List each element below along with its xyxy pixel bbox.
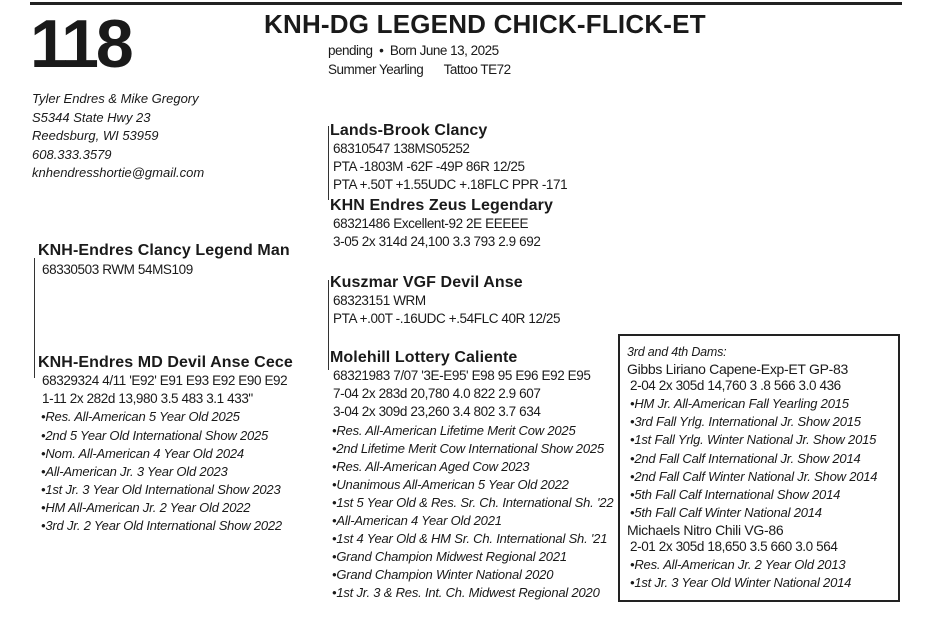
sire-sire-line: 68310547 138MS05252 [333,141,470,156]
sire-dam-line: 68321486 Excellent-92 2E EEEEE [333,216,529,231]
box-heading: 3rd and 4th Dams: [627,345,727,359]
third-dam-achievement: •2nd Fall Calf Winter National Jr. Show 2014 [630,468,878,484]
dam-dam-achievement: •Unanimous All-American 5 Year Old 2022 [332,476,569,492]
dam-achievement: •1st Jr. 3 Year Old International Show 2023 [41,481,281,497]
dam-dam-block [330,349,613,603]
fourth-dam-achievement: •1st Jr. 3 Year Old Winter National 2014 [630,575,852,591]
owner-email: knhendresshortie@gmail.com [32,165,205,180]
sire-block [38,242,290,279]
lot-number: 118 [30,6,131,82]
dam-sire-name: Kuszmar VGF Devil Anse [330,274,523,291]
dam-sire-line: PTA +.00T -.16UDC +.54FLC 40R 12/25 [333,311,561,327]
dam-block [38,354,293,535]
registration-line [328,43,499,58]
third-dam-achievement: •5th Fall Calf Winter National 2014 [630,504,822,520]
sire-line: 68330503 RWM 54MS109 [42,262,193,277]
dam-dam-achievement: •2nd Lifetime Merit Cow International Show 2025 [332,440,604,456]
sire-sire-name: Lands-Brook Clancy [330,122,488,139]
third-dam-achievement: •3rd Fall Yrlg. International Jr. Show 2015 [630,414,861,430]
fourth-dam-achievement: •Res. All-American Jr. 2 Year Old 2013 [630,557,846,573]
owner-names: Tyler Endres & Mike Gregory [32,91,199,106]
dam-dam-achievement: •1st 4 Year Old & HM Sr. Ch. International Sh. '21 [332,531,608,547]
dam-dam-achievement: •All-American 4 Year Old 2021 [332,513,502,529]
dam-name: KNH-Endres MD Devil Anse Cece [38,354,293,371]
third-dam-name: Gibbs Liriano Capene-Exp-ET GP-83 [627,361,848,378]
fourth-dam-name: Michaels Nitro Chili VG-86 [627,521,784,538]
owner-phone: 608.333.3579 [32,146,112,162]
sire-sire-block [330,122,567,195]
dam-line: 68329324 4/11 'E92' E91 E93 E92 E90 E92 [42,373,288,388]
dam-dam-achievement: •1st 5 Year Old & Res. Sr. Ch. International Sh. '22 [332,494,614,510]
tattoo: Tattoo TE72 [443,62,511,77]
sire-dam-block [330,197,553,251]
top-rule [30,2,902,5]
third-dam-achievement: •1st Fall Yrlg. Winter National Jr. Show 2015 [630,432,877,448]
animal-name: KNH-DG LEGEND CHICK-FLICK-ET [264,9,706,39]
pedigree-bracket-dam [328,280,329,370]
pedigree-bracket-left [34,258,35,378]
third-dam-achievement: •5th Fall Calf International Show 2014 [630,486,841,502]
owner-city: Reedsburg, WI 53959 [32,128,159,143]
dam-achievement: •Res. All-American 5 Year Old 2025 [41,409,240,425]
class-line [328,62,511,77]
dam-dam-name: Molehill Lottery Caliente [330,349,518,366]
dam-achievement: •All-American Jr. 3 Year Old 2023 [41,463,228,479]
dam-line: 1-11 2x 282d 13,980 3.5 483 3.1 433" [42,391,253,407]
dam-sire-line: 68323151 WRM [333,293,426,308]
fourth-dam-line: 2-01 2x 305d 18,650 3.5 660 3.0 564 [630,538,838,554]
registration-status: pending [328,43,373,58]
third-dam-achievement: •2nd Fall Calf International Jr. Show 2014 [630,450,861,466]
third-fourth-dams-box [618,334,900,602]
dam-dam-achievement: •Grand Champion Midwest Regional 2021 [332,549,567,565]
owner-info [32,90,204,183]
sire-sire-line: PTA -1803M -62F -49P 86R 12/25 [333,159,525,175]
class-label: Summer Yearling [328,62,424,77]
dam-dam-line: 7-04 2x 283d 20,780 4.0 822 2.9 607 [333,386,541,402]
dam-sire-block [330,274,560,328]
dam-dam-achievement: •Res. All-American Lifetime Merit Cow 2025 [332,422,576,438]
sire-dam-name: KHN Endres Zeus Legendary [330,197,553,214]
sire-name: KNH-Endres Clancy Legend Man [38,242,290,259]
third-dam-achievement: •HM Jr. All-American Fall Yearling 2015 [630,396,849,412]
dam-achievement: •Nom. All-American 4 Year Old 2024 [41,445,244,461]
dam-dam-achievement: •1st Jr. 3 & Res. Int. Ch. Midwest Regional 2020 [332,585,600,601]
pedigree-bracket-sire [328,126,329,200]
sire-dam-line: 3-05 2x 314d 24,100 3.3 793 2.9 692 [333,234,541,250]
dam-dam-achievement: •Res. All-American Aged Cow 2023 [332,458,530,474]
dam-achievement: •HM All-American Jr. 2 Year Old 2022 [41,499,251,515]
box-content [627,343,877,592]
dam-dam-line: 68321983 7/07 '3E-E95' E98 95 E96 E92 E95 [333,368,591,383]
dam-dam-line: 3-04 2x 309d 23,260 3.4 802 3.7 634 [333,404,541,420]
owner-address: S5344 State Hwy 23 [32,109,151,125]
dam-achievement: •3rd Jr. 2 Year Old International Show 2022 [41,517,282,533]
third-dam-line: 2-04 2x 305d 14,760 3 .8 566 3.0 436 [630,378,841,394]
sire-sire-line: PTA +.50T +1.55UDC +.18FLC PPR -171 [333,177,568,193]
bullet-separator: • [375,43,387,58]
dam-achievement: •2nd 5 Year Old International Show 2025 [41,427,269,443]
dam-dam-achievement: •Grand Champion Winter National 2020 [332,567,554,583]
birth-date: Born June 13, 2025 [389,43,499,58]
